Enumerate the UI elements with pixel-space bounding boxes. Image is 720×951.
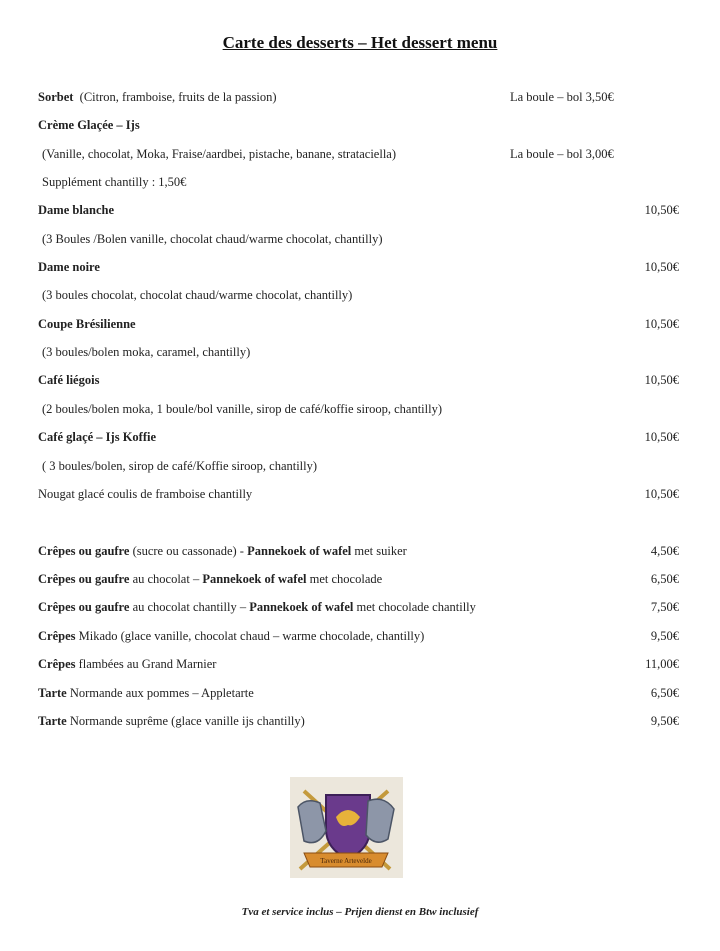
- item-price: 9,50€: [650, 629, 679, 643]
- item-name-nl: Pannekoek of wafel: [247, 544, 352, 558]
- menu-item-name: Dame noire: [38, 260, 100, 274]
- item-price: 6,50€: [650, 686, 679, 700]
- item-name-nl: Pannekoek of wafel: [249, 600, 354, 614]
- menu-item-crepe: [38, 600, 476, 615]
- menu-item-crepe: [38, 629, 424, 644]
- page-title: Carte des desserts – Het dessert menu: [222, 33, 498, 52]
- item-price: 11,00€: [645, 657, 679, 671]
- item-detail: (Vanille, chocolat, Moka, Fraise/aardbei, pistache, banane, strataciella): [42, 147, 397, 161]
- item-price: 10,50€: [644, 317, 679, 331]
- item-name: Crêpes: [38, 657, 76, 671]
- item-price: 10,50€: [644, 487, 679, 501]
- item-name: Tarte: [38, 686, 67, 700]
- menu-item-name: Dame blanche: [38, 203, 115, 217]
- footer-note: Tva et service inclus – Prijen dienst en Btw inclusief: [241, 906, 479, 918]
- item-detail: ( 3 boules/bolen, sirop de café/Koffie siroop, chantilly): [42, 459, 318, 473]
- item-name: Tarte: [38, 714, 67, 728]
- menu-item-sorbet: [38, 90, 277, 105]
- supplement-text: Supplément chantilly : 1,50€: [42, 175, 187, 189]
- item-price: 10,50€: [644, 430, 679, 444]
- item-detail: (sucre ou cassonade) -: [129, 544, 248, 558]
- item-name: Crêpes ou gaufre: [38, 544, 130, 558]
- item-detail-nl: met chocolade: [306, 572, 383, 586]
- item-detail: au chocolat –: [129, 572, 203, 586]
- item-price: 7,50€: [650, 600, 679, 614]
- item-detail: (2 boules/bolen moka, 1 boule/bol vanille, sirop de café/koffie siroop, chantilly): [42, 402, 443, 416]
- item-name: Crêpes ou gaufre: [38, 572, 130, 586]
- item-detail: Normande suprême (glace vanille ijs chantilly): [66, 714, 305, 728]
- item-detail: (3 boules chocolat, chocolat chaud/warme chocolat, chantilly): [42, 288, 353, 302]
- menu-item-name: Café glaçé – Ijs Koffie: [38, 430, 157, 444]
- knight-helmet-crest-icon: [290, 777, 403, 878]
- item-price: La boule – bol 3,50€: [510, 90, 614, 104]
- menu-item-creme-glacee: Crème Glaçée – Ijs: [38, 118, 140, 132]
- item-name: Crêpes ou gaufre: [38, 600, 130, 614]
- item-price: La boule – bol 3,00€: [510, 147, 614, 161]
- item-detail: flambées au Grand Marnier: [75, 657, 217, 671]
- item-name: Sorbet: [38, 90, 74, 104]
- menu-item-crepe: [38, 657, 216, 672]
- item-detail: (Citron, framboise, fruits de la passion): [79, 90, 277, 104]
- item-price: 9,50€: [650, 714, 679, 728]
- restaurant-logo: [290, 777, 403, 878]
- item-price: 10,50€: [644, 373, 679, 387]
- menu-item-nougat: Nougat glacé coulis de framboise chantilly: [38, 487, 253, 501]
- menu-item-crepe: [38, 572, 382, 587]
- item-name-nl: Pannekoek of wafel: [202, 572, 307, 586]
- item-detail: (3 Boules /Bolen vanille, chocolat chaud/warme chocolat, chantilly): [42, 232, 383, 246]
- menu-item-tarte: [38, 714, 305, 729]
- item-detail: Normande aux pommes – Appletarte: [66, 686, 254, 700]
- item-price: 6,50€: [650, 572, 679, 586]
- menu-item-name: Coupe Brésilienne: [38, 317, 136, 331]
- item-detail-nl: met suiker: [351, 544, 407, 558]
- item-detail: (3 boules/bolen moka, caramel, chantilly): [42, 345, 251, 359]
- menu-item-tarte: [38, 686, 254, 701]
- logo-text: Taverne Artevelde: [320, 857, 372, 865]
- item-price: 10,50€: [644, 203, 679, 217]
- item-name: Crêpes: [38, 629, 76, 643]
- item-detail-nl: met chocolade chantilly: [353, 600, 476, 614]
- item-detail: Mikado (glace vanille, chocolat chaud – warme chocolade, chantilly): [75, 629, 425, 643]
- menu-item-crepe: [38, 544, 407, 559]
- menu-item-name: Café liégois: [38, 373, 100, 387]
- item-price: 10,50€: [644, 260, 679, 274]
- item-price: 4,50€: [650, 544, 679, 558]
- item-detail: au chocolat chantilly –: [129, 600, 250, 614]
